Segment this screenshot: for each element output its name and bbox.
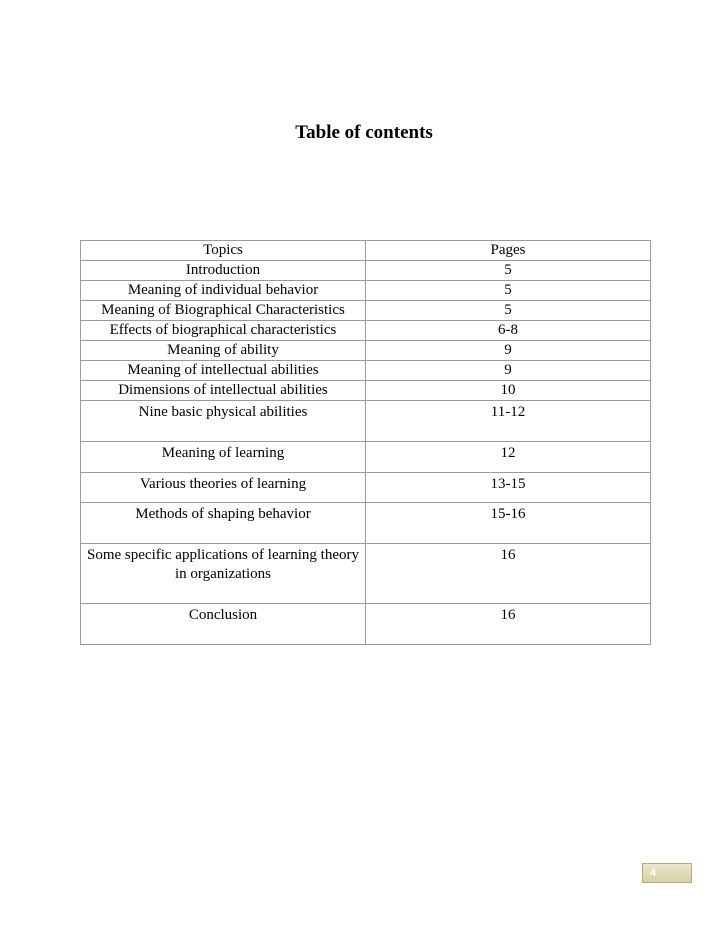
table-row: [81, 401, 651, 442]
topic-cell: Meaning of learning: [81, 442, 366, 473]
table-row: [81, 261, 651, 281]
topic-cell: Various theories of learning: [81, 473, 366, 503]
pages-cell: 16: [366, 544, 651, 604]
pages-cell: 10: [366, 381, 651, 401]
table-row: [81, 503, 651, 544]
pages-cell: 16: [366, 604, 651, 645]
pages-cell: 5: [366, 281, 651, 301]
pages-cell: 9: [366, 361, 651, 381]
page-title: Table of contents: [295, 122, 433, 143]
topic-cell: Meaning of individual behavior: [81, 281, 366, 301]
table-row: [81, 281, 651, 301]
pages-cell: 12: [366, 442, 651, 473]
pages-header: Pages: [366, 241, 651, 261]
table-row: [81, 341, 651, 361]
pages-cell: 5: [366, 301, 651, 321]
table-row: [81, 544, 651, 604]
table-row: [81, 361, 651, 381]
page-number: 4: [650, 867, 657, 879]
table-of-contents: [80, 240, 651, 645]
topic-cell: Meaning of intellectual abilities: [81, 361, 366, 381]
topic-cell: Meaning of ability: [81, 341, 366, 361]
table-header-row: [81, 241, 651, 261]
table-row: [81, 473, 651, 503]
pages-cell: 9: [366, 341, 651, 361]
topic-cell: Some specific applications of learning theory in organizations: [81, 544, 366, 604]
table-row: [81, 442, 651, 473]
table-row: [81, 604, 651, 645]
pages-cell: 5: [366, 261, 651, 281]
topic-cell: Conclusion: [81, 604, 366, 645]
pages-cell: 15-16: [366, 503, 651, 544]
topic-cell: Dimensions of intellectual abilities: [81, 381, 366, 401]
topic-cell: Methods of shaping behavior: [81, 503, 366, 544]
topics-header: Topics: [81, 241, 366, 261]
pages-cell: 11-12: [366, 401, 651, 442]
topic-cell: Introduction: [81, 261, 366, 281]
page-number-badge: [642, 863, 692, 883]
table-row: [81, 301, 651, 321]
pages-cell: 13-15: [366, 473, 651, 503]
topic-cell: Nine basic physical abilities: [81, 401, 366, 442]
topic-cell: Effects of biographical characteristics: [81, 321, 366, 341]
pages-cell: 6-8: [366, 321, 651, 341]
topic-cell: Meaning of Biographical Characteristics: [81, 301, 366, 321]
table-row: [81, 381, 651, 401]
table-row: [81, 321, 651, 341]
